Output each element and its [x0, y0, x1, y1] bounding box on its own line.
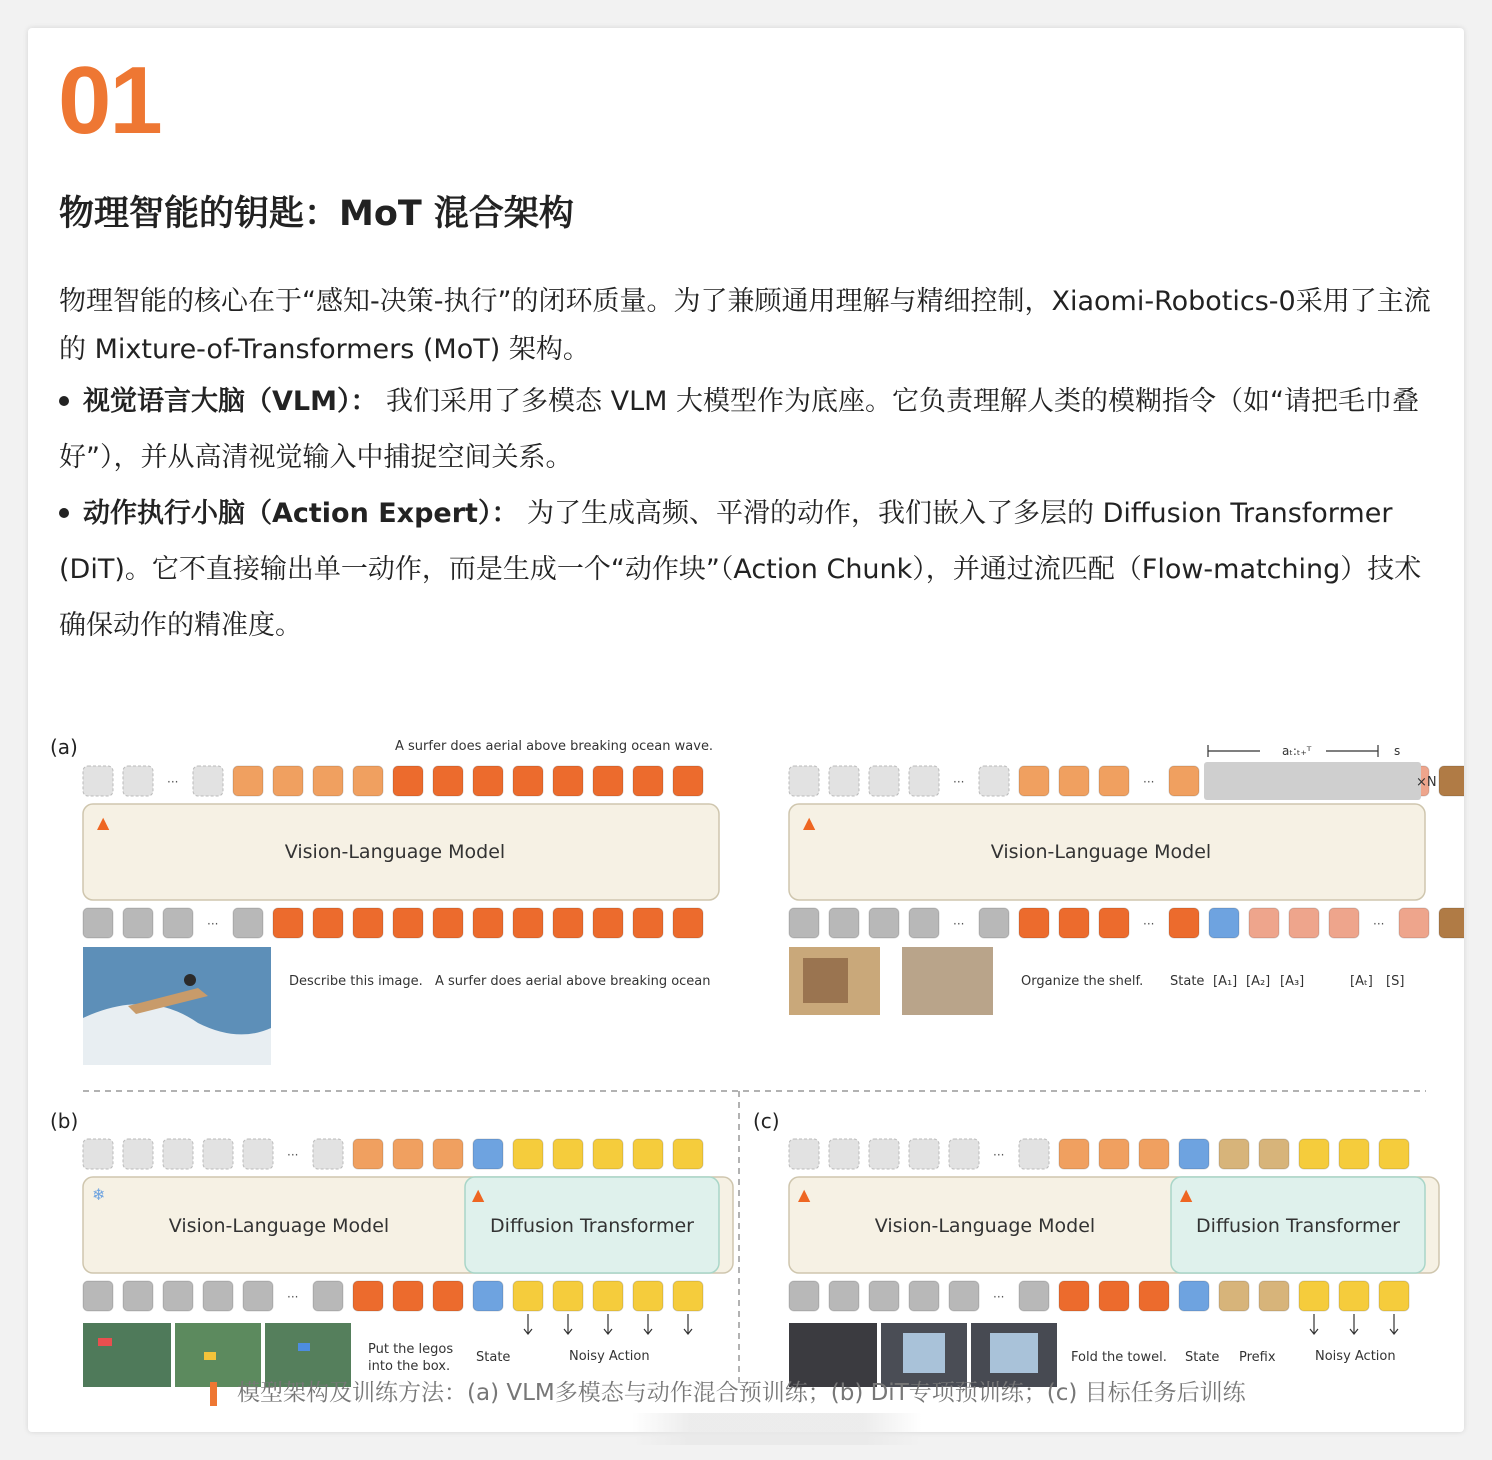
token-light-orange [1169, 766, 1199, 796]
dit-label-b: Diffusion Transformer [490, 1215, 694, 1237]
token-gray [313, 1281, 343, 1311]
token-orange [393, 766, 423, 796]
token-yellow [1379, 1139, 1409, 1169]
token-brown [1439, 766, 1464, 796]
bullet-vlm [59, 374, 1439, 486]
token-orange [1139, 1281, 1169, 1311]
token-tan [1219, 1139, 1249, 1169]
snowflake-icon: ❄ [92, 1185, 106, 1204]
token-brown [1439, 908, 1464, 938]
flame-icon: ▲ [803, 813, 816, 832]
token-orange [353, 1281, 383, 1311]
token-light-orange [353, 766, 383, 796]
token-light-gray [979, 766, 1009, 796]
token-yellow [513, 1139, 543, 1169]
token-tan [1259, 1281, 1289, 1311]
lego-piece [204, 1352, 216, 1360]
dit-label-c: Diffusion Transformer [1196, 1215, 1400, 1237]
token-blue [1179, 1139, 1209, 1169]
token-label-a2: [A₂] [1246, 974, 1271, 989]
token-orange [633, 766, 663, 796]
token-light-orange [393, 1139, 423, 1169]
token-pink [1289, 908, 1319, 938]
token-orange [1169, 908, 1199, 938]
towel-shape [903, 1333, 945, 1373]
token-orange [393, 908, 423, 938]
token-orange [313, 908, 343, 938]
token-yellow [1379, 1281, 1409, 1311]
token-yellow [673, 1281, 703, 1311]
panel-b-label: (b) [50, 1109, 79, 1133]
arrow-icon [1350, 1314, 1358, 1334]
token-yellow [593, 1139, 623, 1169]
token-orange [593, 766, 623, 796]
token-gray [1019, 1281, 1049, 1311]
panel-c-state-label: State [1185, 1350, 1220, 1365]
panel-a-label: (a) [50, 735, 78, 759]
token-orange [513, 908, 543, 938]
token-light-orange [1019, 766, 1049, 796]
token-gray [909, 1281, 939, 1311]
token-gray [829, 1281, 859, 1311]
token-yellow [553, 1281, 583, 1311]
token-gray [869, 1281, 899, 1311]
flame-icon: ▲ [97, 813, 110, 832]
bullet-label: 动作执行小脑（Action Expert）： [83, 498, 519, 529]
arrow-icon [1390, 1314, 1398, 1334]
token-ellipsis: ··· [993, 1290, 1005, 1304]
token-label-s: [S] [1386, 974, 1405, 989]
token-light-orange [313, 766, 343, 796]
bullet-text: 为了生成高频、平滑的动作，我们嵌入了多层的 Diffusion Transformer (DiT)。它不直接输出单一动作，而是生成一个“动作块”（Action Chunk），并通过流匹配（Flow-matching）技术确保动作的精准度。 [59, 498, 1422, 641]
token-light-orange [1139, 1139, 1169, 1169]
bullet-text: 我们采用了多模态 VLM 大模型作为底座。它负责理解人类的模糊指令（如“请把毛巾叠好”），并从高清视觉输入中捕捉空间关系。 [59, 386, 1420, 473]
token-orange [513, 766, 543, 796]
token-gray [83, 908, 113, 938]
token-orange [1059, 908, 1089, 938]
token-yellow [593, 1281, 623, 1311]
token-orange [473, 766, 503, 796]
vlm-label-a-left: Vision-Language Model [284, 841, 506, 863]
token-yellow [673, 1139, 703, 1169]
vlm-label-b: Vision-Language Model [168, 1215, 390, 1237]
token-light-orange [353, 1139, 383, 1169]
token-yellow [633, 1281, 663, 1311]
token-orange [633, 908, 663, 938]
token-orange [433, 1281, 463, 1311]
panel-c-noisy-label: Noisy Action [1315, 1349, 1396, 1364]
flame-icon: ▲ [472, 1185, 485, 1204]
token-label-a3: [A₃] [1280, 974, 1305, 989]
token-gray [203, 1281, 233, 1311]
token-gray [909, 908, 939, 938]
vlm-label-a-right: Vision-Language Model [990, 841, 1212, 863]
token-light-gray [83, 1139, 113, 1169]
token-ellipsis: ··· [953, 917, 965, 931]
token-orange [473, 908, 503, 938]
token-pink [1249, 908, 1279, 938]
token-ellipsis: ··· [287, 1148, 299, 1162]
panel-b-instruction-line2: into the box. [368, 1359, 451, 1374]
token-light-gray [909, 766, 939, 796]
token-gray [789, 1281, 819, 1311]
token-orange [673, 908, 703, 938]
lego-piece [298, 1343, 310, 1351]
panel-b-instruction-line1: Put the legos [368, 1342, 454, 1357]
token-ellipsis: ··· [993, 1148, 1005, 1162]
token-yellow [553, 1139, 583, 1169]
token-light-gray [789, 1139, 819, 1169]
token-light-orange [273, 766, 303, 796]
token-light-gray [949, 1139, 979, 1169]
action-chunk-group [1204, 762, 1421, 800]
panel-a-target-caption: A surfer does aerial above breaking ocean wave. [395, 739, 714, 754]
token-orange [593, 908, 623, 938]
token-light-gray [163, 1139, 193, 1169]
token-light-gray [829, 766, 859, 796]
shelf-image-2 [902, 947, 993, 1015]
panel-c-instruction: Fold the towel. [1071, 1350, 1167, 1365]
section-title: 物理智能的钥匙：MoT 混合架构 [59, 194, 574, 234]
token-light-orange [1059, 766, 1089, 796]
section-number: 01 [58, 47, 161, 154]
token-ellipsis: ··· [287, 1290, 299, 1304]
token-yellow [1299, 1139, 1329, 1169]
article-card [28, 28, 1464, 1432]
token-gray [123, 1281, 153, 1311]
figure-caption [210, 1374, 1246, 1407]
token-tan [1219, 1281, 1249, 1311]
action-chunk-bracket-label: aₜ:ₜ₊ᵀ [1282, 744, 1312, 758]
token-gray [83, 1281, 113, 1311]
token-light-gray [313, 1139, 343, 1169]
panel-a-right-instruction: Organize the shelf. [1021, 974, 1144, 989]
caption-text: 模型架构及训练方法：(a) VLM多模态与动作混合预训练；(b) DiT专项预训练；(c) 目标任务后训练 [237, 1380, 1246, 1406]
token-gray [233, 908, 263, 938]
token-gray [979, 908, 1009, 938]
state-s-label: s [1394, 744, 1401, 758]
token-label-a1: [A₁] [1213, 974, 1238, 989]
token-orange [273, 908, 303, 938]
flame-icon: ▲ [798, 1185, 811, 1204]
panel-b-state-label: State [476, 1350, 511, 1365]
token-light-gray [193, 766, 223, 796]
token-gray [163, 908, 193, 938]
panel-a-prompt: Describe this image. [289, 974, 423, 989]
token-gray [829, 908, 859, 938]
token-pink [1399, 908, 1429, 938]
panel-c-prefix-label: Prefix [1239, 1350, 1276, 1365]
token-blue [473, 1281, 503, 1311]
token-yellow [633, 1139, 663, 1169]
token-pink [1329, 908, 1359, 938]
watermark-overlay [632, 1413, 922, 1445]
token-blue [1179, 1281, 1209, 1311]
token-light-orange [1059, 1139, 1089, 1169]
caption-accent-bar [210, 1382, 217, 1406]
token-orange [1099, 1281, 1129, 1311]
lego-piece [98, 1338, 112, 1346]
arrow-icon [524, 1314, 532, 1334]
vlm-label-c: Vision-Language Model [874, 1215, 1096, 1237]
shelf-object [803, 958, 848, 1003]
token-gray [243, 1281, 273, 1311]
bullet-action-expert [59, 486, 1439, 654]
token-light-orange [1099, 766, 1129, 796]
token-light-gray [243, 1139, 273, 1169]
token-light-gray [869, 1139, 899, 1169]
token-yellow [1299, 1281, 1329, 1311]
token-gray [789, 908, 819, 938]
token-light-gray [123, 766, 153, 796]
token-blue [1209, 908, 1239, 938]
repeat-n-label: ×N [1416, 775, 1437, 790]
architecture-diagram [28, 688, 1464, 1388]
token-blue [473, 1139, 503, 1169]
token-orange [393, 1281, 423, 1311]
token-gray [123, 908, 153, 938]
arrow-icon [644, 1314, 652, 1334]
flame-icon: ▲ [1180, 1185, 1193, 1204]
panel-b-noisy-label: Noisy Action [569, 1349, 650, 1364]
token-yellow [1339, 1281, 1369, 1311]
token-light-gray [83, 766, 113, 796]
token-light-gray [789, 766, 819, 796]
token-yellow [1339, 1139, 1369, 1169]
token-ellipsis: ··· [1373, 917, 1385, 931]
token-gray [949, 1281, 979, 1311]
towel-shape [990, 1333, 1038, 1373]
arrow-icon [684, 1314, 692, 1334]
architecture-figure [28, 688, 1464, 1388]
token-yellow [513, 1281, 543, 1311]
lego-image-1 [83, 1323, 171, 1387]
token-orange [1019, 908, 1049, 938]
token-ellipsis: ··· [167, 775, 179, 789]
token-orange [1099, 908, 1129, 938]
token-label-at: [Aₜ] [1350, 974, 1373, 989]
arrow-icon [604, 1314, 612, 1334]
token-orange [433, 766, 463, 796]
panel-c-label: (c) [753, 1109, 780, 1133]
token-gray [163, 1281, 193, 1311]
token-ellipsis: ··· [207, 917, 219, 931]
token-orange [673, 766, 703, 796]
token-light-gray [869, 766, 899, 796]
bullet-label: 视觉语言大脑（VLM）： [83, 386, 378, 417]
token-ellipsis: ··· [1143, 917, 1155, 931]
token-ellipsis: ··· [953, 775, 965, 789]
arrow-icon [1310, 1314, 1318, 1334]
token-gray [869, 908, 899, 938]
token-light-gray [909, 1139, 939, 1169]
token-orange [353, 908, 383, 938]
token-ellipsis: ··· [1143, 775, 1155, 789]
token-light-gray [1019, 1139, 1049, 1169]
token-light-gray [123, 1139, 153, 1169]
panel-a-right-state: State [1170, 974, 1205, 989]
token-orange [553, 908, 583, 938]
token-light-gray [203, 1139, 233, 1169]
token-light-gray [829, 1139, 859, 1169]
intro-paragraph: 物理智能的核心在于“感知-决策-执行”的闭环质量。为了兼顾通用理解与精细控制，Xiaomi-Robotics-0采用了主流的 Mixture-of-Transformers (MoT) 架构。 [59, 286, 1431, 365]
token-orange [553, 766, 583, 796]
bullet-dot-icon [59, 508, 69, 518]
token-tan [1259, 1139, 1289, 1169]
token-light-orange [1099, 1139, 1129, 1169]
token-light-orange [433, 1139, 463, 1169]
token-orange [1059, 1281, 1089, 1311]
token-light-orange [233, 766, 263, 796]
arrow-icon [564, 1314, 572, 1334]
bullet-dot-icon [59, 396, 69, 406]
token-orange [433, 908, 463, 938]
surfer-shape [184, 974, 196, 986]
panel-a-answer: A surfer does aerial above breaking ocean [435, 974, 711, 989]
